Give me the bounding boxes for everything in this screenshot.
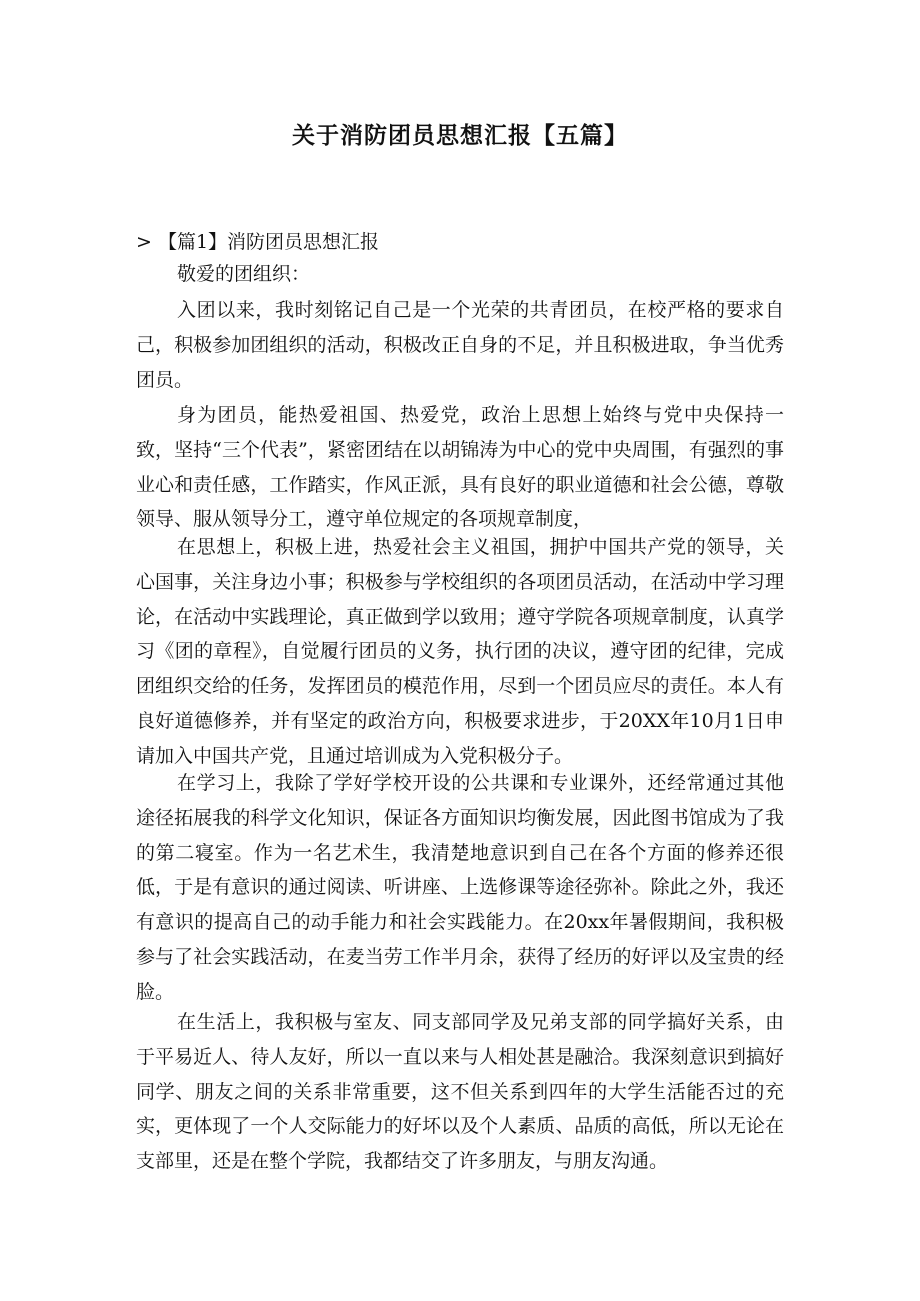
document-title: 关于消防团员思想汇报【五篇】	[292, 123, 628, 149]
section-heading-text: 【篇1】消防团员思想汇报	[157, 231, 380, 253]
paragraph: 入团以来，我时刻铭记自己是一个光荣的共青团员，在校严格的要求自己，积极参加团组织的活动，积极改正自身的不足，并且积极进取，争当优秀团员。	[136, 299, 784, 391]
arrow-marker: >	[136, 231, 152, 253]
paragraph-1-block	[136, 293, 784, 397]
greeting: 敬爱的团组织：	[177, 263, 311, 285]
paragraph-5-block	[136, 1005, 784, 1179]
paragraph: 在生活上，我积极与室友、同支部同学及兄弟支部的同学搞好关系，由于平易近人、待人友好，所以一直以来与人相处甚是融洽。我深刻意识到搞好同学、朋友之间的关系非常重要，这不但关系到四年的大学生活能否过的充实，更体现了一个人交际能力的好坏以及个人素质、品质的高低，所以无论在支部里，还是在整个学院，我都结交了许多朋友，与朋友沟通。	[136, 1011, 784, 1173]
paragraph-4-block	[136, 766, 784, 1010]
paragraph: 在思想上，积极上进，热爱社会主义祖国，拥护中国共产党的领导，关心国事，关注身边小事；积极参与学校组织的各项团员活动，在活动中学习理论，在活动中实践理论，真正做到学以致用；遵守学院各项规章制度，认真学习《团的章程》，自觉履行团员的义务，执行团的决议，遵守团的纪律，完成团组织交给的任务，发挥团员的模范作用，尽到一个团员应尽的责任。本人有良好道德修养，并有坚定的政治方向，积极要求进步，于20XX年10月1日申请加入中国共产党，且通过培训成为入党积极分子。	[136, 536, 784, 767]
paragraph: 身为团员，能热爱祖国、热爱党，政治上思想上始终与党中央保持一致，坚持“三个代表”，紧密团结在以胡锦涛为中心的党中央周围，有强烈的事业心和责任感，工作踏实，作风正派，具有良好的职业道德和社会公德，尊敬领导、服从领导分工，遵守单位规定的各项规章制度，	[136, 404, 784, 531]
paragraph: 在学习上，我除了学好学校开设的公共课和专业课外，还经常通过其他途径拓展我的科学文化知识，保证各方面知识均衡发展，因此图书馆成为了我的第二寝室。作为一名艺术生，我清楚地意识到自己在各个方面的修养还很低，于是有意识的通过阅读、听讲座、上选修课等途径弥补。除此之外，我还有意识的提高自己的动手能力和社会实践能力。在20xx年暑假期间，我积极参与了社会实践活动，在麦当劳工作半月余，获得了经历的好评以及宝贵的经脸。	[136, 772, 784, 1003]
paragraph-2-block	[136, 398, 784, 537]
section-heading	[136, 225, 379, 259]
paragraph-3-block	[136, 530, 784, 774]
